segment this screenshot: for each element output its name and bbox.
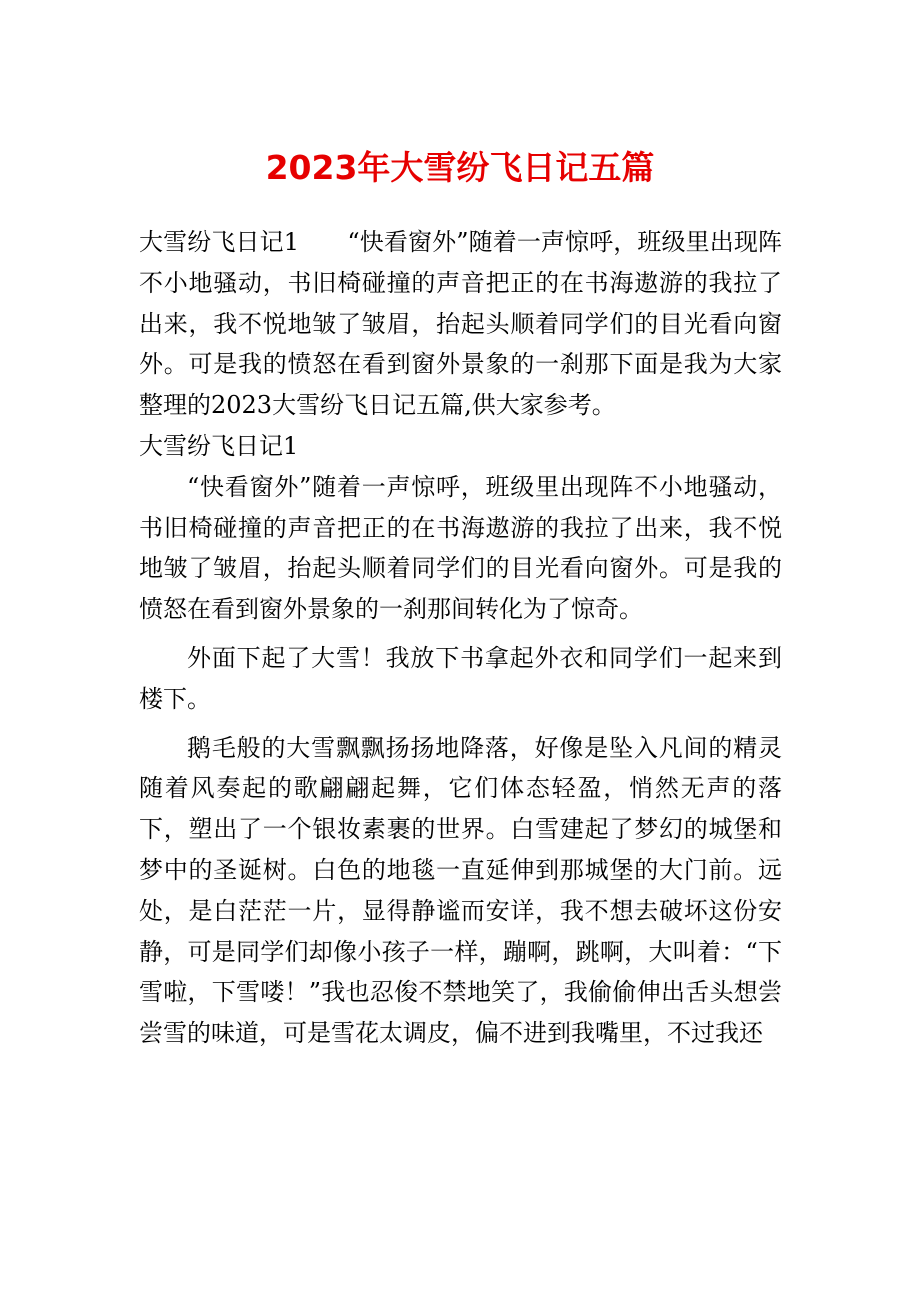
body-paragraph: “快看窗外”随着一声惊呼，班级里出现阵不小地骚动，书旧椅碰撞的声音把正的在书海遨游的我拉了出来，我不悦地皱了皱眉，抬起头顺着同学们的目光看向窗外。可是我的愤怒在看到窗外景象的一刹那间转化为了惊奇。	[139, 472, 782, 624]
body-paragraph: 鹅毛般的大雪飘飘扬扬地降落，好像是坠入凡间的精灵随着风奏起的歌翩翩起舞，它们体态轻盈，悄然无声的落下，塑出了一个银妆素裹的世界。白雪建起了梦幻的城堡和梦中的圣诞树。白色的地毯一直延伸到那城堡的大门前。远处，是白茫茫一片，显得静谧而安详，我不想去破坏这份安静，可是同学们却像小孩子一样，蹦啊，跳啊，大叫着：“下雪啦，下雪喽！”我也忍俊不禁地笑了，我偷偷伸出舌头想尝尝雪的味道，可是雪花太调皮，偏不进到我嘴里，不过我还	[139, 733, 782, 1048]
document-body	[139, 222, 782, 1054]
body-paragraph: 外面下起了大雪！我放下书拿起外衣和同学们一起来到楼下。	[139, 643, 782, 713]
intro-paragraph: 大雪纷飞日记1 “快看窗外”随着一声惊呼，班级里出现阵不小地骚动，书旧椅碰撞的声音把正的在书海遨游的我拉了出来，我不悦地皱了皱眉，抬起头顺着同学们的目光看向窗外。可是我的愤怒在看到窗外景象的一刹那下面是我为大家整理的2023大雪纷飞日记五篇,供大家参考。	[139, 228, 782, 420]
document-title: 2023年大雪纷飞日记五篇	[265, 148, 655, 187]
section-heading: 大雪纷飞日记1	[139, 431, 299, 460]
